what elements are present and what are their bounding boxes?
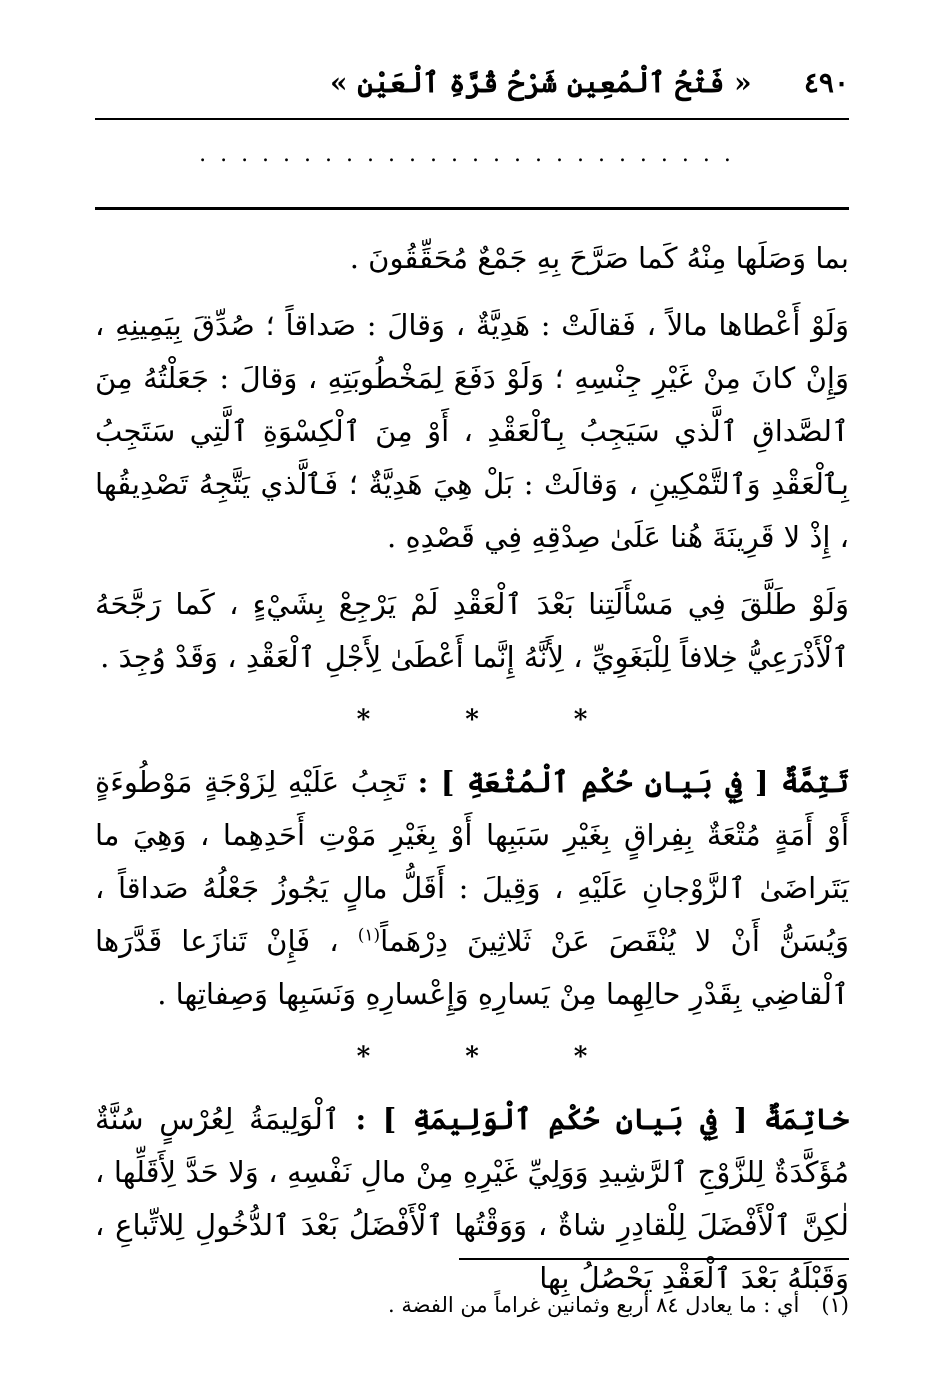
tatimma-text-a: تَجِبُ عَلَيْهِ لِزَوْجَةٍ مَوْطُوءَةٍ أَوْ أَمَةٍ مُتْعَةٌ بِفِراقٍ بِغَيْرِ سَبَبِها أَوْ بِغَيْرِ مَوْتِ أَحَدِهِما ، وَهِيَ ما يَتَراضَىٰ ٱلزَّوْجانِ عَلَيْهِ ، وَقِيلَ : أَقَلُّ مالٍ يَجُوزُ جَعْلُهُ صَداقاً ، وَيُسَنُّ أَنْ لا يُنْقَصَ عَنْ ثَلاثِينَ دِرْهَماً [95, 765, 850, 958]
paragraph-3: وَلَوْ طَلَّقَ فِي مَسْأَلَتِنا بَعْدَ ٱلْعَقْدِ لَمْ يَرْجِعْ بِشَيْءٍ ، كَما رَجَّحَهُ ٱلْأَذْرَعِيُّ خِلافاً لِلْبَغَوِيِّ ، لِأَنَّهُ إِنَّما أَعْطَىٰ لِأَجْلِ ٱلْعَقْدِ ، وَقَدْ وُجِدَ . [95, 587, 849, 674]
section-divider-1 [95, 698, 849, 742]
divider-star: * [573, 705, 588, 735]
divider-star: * [356, 1042, 371, 1072]
divider-star: * [465, 1042, 479, 1072]
divider-star: * [573, 1042, 588, 1072]
paragraph-2: وَلَوْ أَعْطاها مالاً ، فَقالَتْ : هَدِيَّةٌ ، وَقالَ : صَداقاً ؛ صُدِّقَ بِيَمِينِهِ ، وَإِنْ كانَ مِنْ غَيْرِ جِنْسِهِ ؛ وَلَوْ دَفَعَ لِمَخْطُوبَتِهِ ، وَقالَ : جَعَلْتُهُ مِنَ ٱلصَّداقِ ٱلَّذي سَيَجِبُ بِٱلْعَقْدِ ، أَوْ مِنَ ٱلْكِسْوَةِ ٱلَّتِي سَتَجِبُ بِٱلْعَقْدِ وَٱلتَّمْكِينِ ، وَقالَتْ : بَلْ هِيَ هَدِيَّةٌ ؛ فَٱلَّذي يَتَّجِهُ تَصْدِيقُها ، إِذْ لا قَرِينَةَ هُنا عَلَىٰ صِدْقِهِ فِي قَصْدِهِ . [95, 308, 849, 554]
khatima-text: ٱلْوَلِيمَةُ لِعُرْسٍ سُنَّةٌ مُؤَكَّدَةٌ لِلزَّوْجِ ٱلرَّشِيدِ وَوَلِيِّ غَيْرِهِ مِنْ مالِ نَفْسِهِ ، وَلا حَدَّ لِأَقَلِّها ، لٰكِنَّ ٱلْأَفْضَلَ لِلْقادِرِ شاةٌ ، وَوَقْتُها ٱلْأَفْضَلُ بَعْدَ ٱلدُّخُولِ لِلاتِّباعِ ، وَقَبْلَهُ بَعْدَ ٱلْعَقْدِ يَحْصُلُ بِها [95, 1102, 849, 1295]
separator-dots: .......................... [199, 142, 745, 167]
footnote-reference[interactable]: (١) [357, 925, 381, 946]
footnote-text: أي : ما يعادل ٨٤ أربع وثمانين غراماً من الفضة . [388, 1293, 800, 1317]
divider-star: * [356, 705, 371, 735]
tatimma-heading: تَتِمَّةٌ [ فِي بَيانِ حُكْمِ ٱلْمُتْعَةِ ] : [417, 765, 849, 799]
tatimma-paragraph [95, 756, 849, 1021]
section-divider-2 [95, 1035, 849, 1079]
paragraph-1: بما وَصَلَها مِنْهُ كَما صَرَّحَ بِهِ جَمْعٌ مُحَقِّقُونَ . [349, 241, 849, 275]
page-number: ٤٩٠ [803, 65, 849, 99]
khatima-paragraph [95, 1093, 849, 1305]
main-text [95, 232, 849, 1319]
tatimma-text-b: ، فَإِنْ تَنازَعا قَدَّرَها ٱلْقاضِي بِقَدْرِ حالِهِما مِنْ يَسارِهِ وَإِعْسارِهِ وَنَسَبِها وَصِفاتِها . [95, 924, 849, 1011]
khatima-heading: خاتِمَةٌ [ فِي بَيانِ حُكْمِ ٱلْوَلِيمَةِ ] : [355, 1102, 849, 1136]
header-rule [95, 118, 849, 120]
text-top-rule [95, 207, 849, 210]
footnote-rule [459, 1258, 849, 1260]
footnote-marker: (١) [821, 1293, 849, 1317]
divider-star: * [465, 705, 479, 735]
footnote [95, 1290, 849, 1320]
page-header [95, 58, 849, 106]
running-title: « فَتْحُ ٱلْمُعِينِ شَرْحُ قُرَّةِ ٱلْعَيْنِ » [330, 65, 752, 99]
